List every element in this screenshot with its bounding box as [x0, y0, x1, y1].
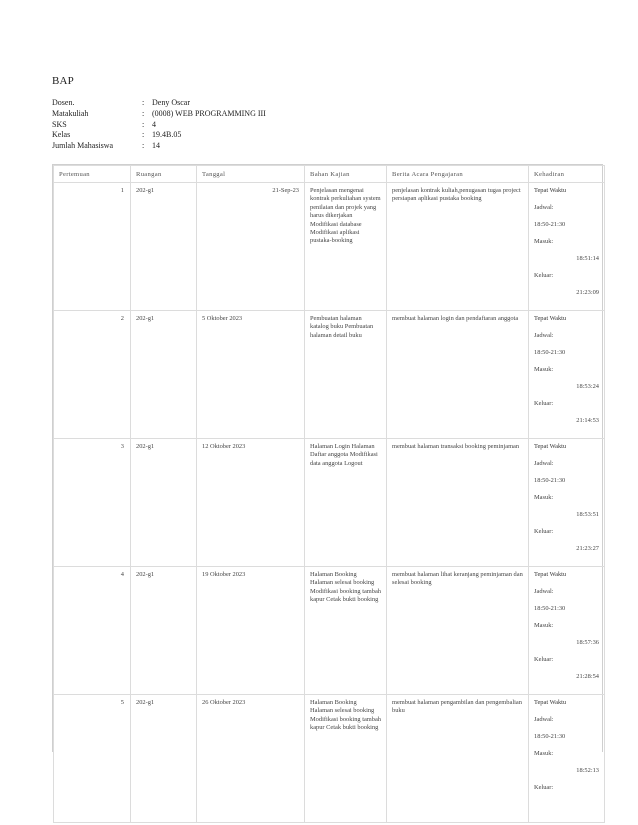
cell-kehadiran: [529, 311, 605, 439]
bap-table-container: [52, 164, 603, 791]
info-colon: :: [142, 108, 145, 118]
cell-tanggal: 12 Oktober 2023: [197, 439, 305, 567]
masuk-label: Masuk:: [534, 366, 554, 373]
info-row-matakuliah: [52, 109, 266, 120]
info-value: 19.4B.05: [152, 130, 182, 140]
header-ruangan: Ruangan: [131, 166, 197, 183]
info-key: Jumlah Mahasiswa: [52, 141, 114, 151]
cell-pertemuan: 3: [54, 439, 131, 567]
keluar-value: [534, 801, 599, 818]
document-title: BAP: [52, 75, 74, 87]
kehadiran-status: Tepat Waktu: [534, 315, 567, 322]
masuk-value: 18:53:51: [576, 511, 599, 518]
table-row: [54, 567, 605, 695]
jadwal-value: 18:50-21:30: [534, 477, 566, 484]
jadwal-value: 18:50-21:30: [534, 349, 566, 356]
cell-kehadiran: [529, 183, 605, 311]
cell-pertemuan: 2: [54, 311, 131, 439]
table-row: [54, 439, 605, 567]
cell-bahan-kajian: Pembuatan halaman katalog buku Pembuatan halaman detail buku: [305, 311, 387, 439]
keluar-value: 21:23:27: [576, 545, 599, 552]
cell-kehadiran: [529, 439, 605, 567]
info-value: 4: [152, 119, 156, 129]
kehadiran-status: Tepat Waktu: [534, 699, 567, 706]
jadwal-label: Jadwal:: [534, 460, 554, 467]
cell-ruangan: 202-g1: [131, 311, 197, 439]
masuk-label: Masuk:: [534, 622, 554, 629]
cell-berita-acara: membuat halaman login dan pendaftaran anggota: [387, 311, 529, 439]
keluar-label: Keluar:: [534, 400, 554, 407]
course-info: [52, 98, 266, 152]
cell-berita-acara: membuat halaman pengambilan dan pengembalian buku: [387, 695, 529, 823]
kehadiran-status: Tepat Waktu: [534, 571, 567, 578]
cell-tanggal: 26 Oktober 2023: [197, 695, 305, 823]
masuk-value: 18:52:13: [576, 767, 599, 774]
cell-kehadiran: [529, 695, 605, 823]
info-colon: :: [142, 130, 145, 140]
jadwal-value: 18:50-21:30: [534, 605, 566, 612]
cell-ruangan: 202-g1: [131, 183, 197, 311]
table-row: [54, 311, 605, 439]
kehadiran-status: Tepat Waktu: [534, 443, 567, 450]
cell-ruangan: 202-g1: [131, 567, 197, 695]
info-key: Dosen.: [52, 98, 75, 107]
header-bahan-kajian: Bahan Kajian: [305, 166, 387, 183]
info-row-kelas: [52, 130, 266, 141]
cell-ruangan: 202-g1: [131, 439, 197, 567]
info-row-dosen: [52, 98, 266, 109]
cell-pertemuan: 5: [54, 695, 131, 823]
header-berita-acara: Berita Acara Pengajaran: [387, 166, 529, 183]
masuk-label: Masuk:: [534, 750, 554, 757]
info-value: (0008) WEB PROGRAMMING III: [152, 108, 266, 118]
keluar-value: 21:23:09: [576, 289, 599, 296]
cell-tanggal: 19 Oktober 2023: [197, 567, 305, 695]
header-kehadiran: Kehadiran: [529, 166, 605, 183]
jadwal-label: Jadwal:: [534, 204, 554, 211]
info-key: Kelas: [52, 130, 71, 140]
keluar-label: Keluar:: [534, 272, 554, 279]
kehadiran-status: Tepat Waktu: [534, 187, 567, 194]
jadwal-value: 18:50-21:30: [534, 221, 566, 228]
masuk-label: Masuk:: [534, 494, 554, 501]
info-row-sks: [52, 120, 266, 131]
cell-ruangan: 202-g1: [131, 695, 197, 823]
masuk-label: Masuk:: [534, 238, 554, 245]
table-header-row: [54, 166, 605, 183]
table-row: [54, 695, 605, 823]
masuk-value: 18:53:24: [576, 383, 599, 390]
cell-bahan-kajian: Penjelasan mengenai kontrak perkuliahan system penilaian dan projek yang harus dikerjakan Modifikasi database Modifikasi aplikasi pustaka-booking: [305, 183, 387, 311]
info-colon: :: [142, 119, 145, 129]
masuk-value: 18:57:36: [576, 639, 599, 646]
cell-berita-acara: membuat halaman transaksi booking peminjaman: [387, 439, 529, 567]
jadwal-label: Jadwal:: [534, 588, 554, 595]
cell-kehadiran: [529, 567, 605, 695]
keluar-label: Keluar:: [534, 656, 554, 663]
info-key: SKS: [52, 119, 67, 129]
info-value: Deny Oscar: [152, 98, 190, 107]
cell-bahan-kajian: Halaman Booking Halaman selesai booking Modifikasi booking tambah kapur Cetak bukti booking: [305, 695, 387, 823]
cell-berita-acara: membuat halaman lihat keranjang peminjaman dan selesai booking: [387, 567, 529, 695]
keluar-label: Keluar:: [534, 528, 554, 535]
info-key: Matakuliah: [52, 108, 89, 118]
cell-pertemuan: 4: [54, 567, 131, 695]
cell-pertemuan: 1: [54, 183, 131, 311]
cell-berita-acara: penjelasan kontrak kuliah,penugasan tugas project persiapan aplikasi pustaka booking: [387, 183, 529, 311]
header-pertemuan: Pertemuan: [54, 166, 131, 183]
jadwal-label: Jadwal:: [534, 716, 554, 723]
jadwal-label: Jadwal:: [534, 332, 554, 339]
cell-bahan-kajian: Halaman Booking Halaman selesai booking Modifikasi booking tambah kapur Cetak bukti booking: [305, 567, 387, 695]
masuk-value: 18:51:14: [576, 255, 599, 262]
header-tanggal: Tanggal: [197, 166, 305, 183]
jadwal-value: 18:50-21:30: [534, 733, 566, 740]
keluar-value: 21:28:54: [576, 673, 599, 680]
cell-tanggal: 5 Oktober 2023: [197, 311, 305, 439]
keluar-label: Keluar:: [534, 784, 554, 791]
info-row-jumlah-mahasiswa: [52, 141, 266, 152]
cell-tanggal: 21-Sep-23: [197, 183, 305, 311]
info-colon: :: [142, 141, 145, 151]
cell-bahan-kajian: Halaman Login Halaman Daftar anggota Modifikasi data anggota Logout: [305, 439, 387, 567]
bap-table: [53, 165, 605, 823]
keluar-value: 21:14:53: [576, 417, 599, 424]
info-colon: :: [142, 98, 145, 107]
table-row: [54, 183, 605, 311]
info-value: 14: [152, 141, 160, 151]
